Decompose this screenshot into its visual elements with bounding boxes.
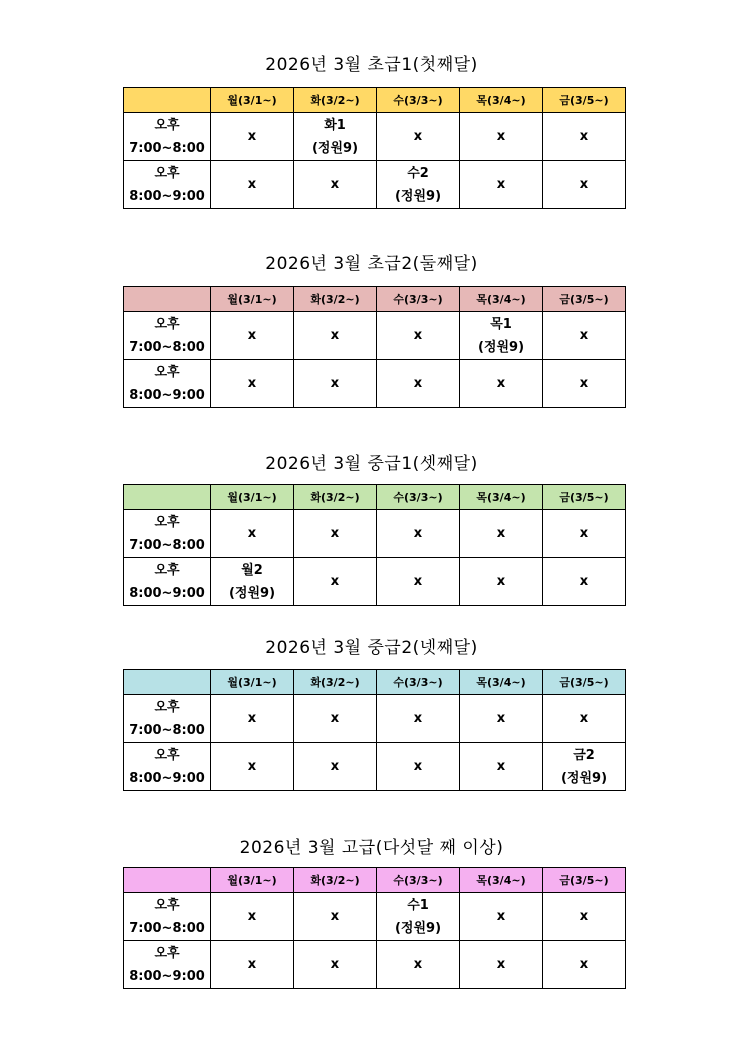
time-range: 7:00~8:00 — [129, 339, 205, 355]
time-row — [124, 113, 626, 161]
unavailable-mark: x — [247, 909, 257, 924]
time-row — [124, 312, 626, 360]
time-row — [124, 161, 626, 209]
unavailable-mark: x — [413, 759, 423, 774]
day-header: 수(3/3~) — [377, 88, 460, 113]
unavailable-mark: x — [330, 328, 340, 343]
corner-cell — [124, 485, 211, 510]
time-period: 오후 — [154, 514, 180, 530]
unavailable-mark: x — [413, 376, 423, 391]
class-cell — [377, 893, 460, 941]
header-row — [124, 485, 626, 510]
time-row — [124, 893, 626, 941]
class-cell — [460, 558, 543, 606]
day-header: 금(3/5~) — [543, 88, 626, 113]
class-cell — [460, 743, 543, 791]
section-title: 2026년 3월 고급(다섯달 째 이상) — [239, 838, 504, 858]
time-row — [124, 510, 626, 558]
unavailable-mark: x — [579, 526, 589, 541]
day-header: 화(3/2~) — [294, 485, 377, 510]
class-capacity: (정원9) — [477, 339, 525, 355]
time-period: 오후 — [154, 897, 180, 913]
time-range: 7:00~8:00 — [129, 920, 205, 936]
time-range: 7:00~8:00 — [129, 722, 205, 738]
time-range: 8:00~9:00 — [129, 968, 205, 984]
class-name: 화1 — [324, 117, 346, 133]
schedule-table — [123, 286, 626, 408]
day-header: 화(3/2~) — [294, 868, 377, 893]
class-cell — [460, 360, 543, 408]
header-row — [124, 287, 626, 312]
class-cell — [460, 941, 543, 989]
class-cell — [294, 312, 377, 360]
unavailable-mark: x — [247, 177, 257, 192]
unavailable-mark: x — [579, 177, 589, 192]
class-capacity: (정원9) — [228, 585, 276, 601]
day-header: 목(3/4~) — [460, 485, 543, 510]
time-slot-cell — [124, 161, 211, 209]
day-header: 수(3/3~) — [377, 670, 460, 695]
time-period: 오후 — [154, 945, 180, 961]
class-cell — [377, 510, 460, 558]
class-cell — [460, 312, 543, 360]
unavailable-mark: x — [413, 328, 423, 343]
time-range: 8:00~9:00 — [129, 770, 205, 786]
time-period: 오후 — [154, 117, 180, 133]
class-name: 목1 — [490, 316, 512, 332]
unavailable-mark: x — [496, 909, 506, 924]
class-cell — [294, 695, 377, 743]
class-cell — [294, 161, 377, 209]
class-cell — [211, 510, 294, 558]
time-slot-cell — [124, 743, 211, 791]
class-name: 수2 — [407, 165, 429, 181]
day-header: 월(3/1~) — [211, 868, 294, 893]
time-period: 오후 — [154, 562, 180, 578]
unavailable-mark: x — [330, 909, 340, 924]
class-capacity: (정원9) — [394, 188, 442, 204]
corner-cell — [124, 88, 211, 113]
unavailable-mark: x — [496, 376, 506, 391]
unavailable-mark: x — [496, 129, 506, 144]
day-header: 수(3/3~) — [377, 868, 460, 893]
class-cell — [543, 312, 626, 360]
unavailable-mark: x — [247, 376, 257, 391]
time-row — [124, 695, 626, 743]
day-header: 목(3/4~) — [460, 88, 543, 113]
unavailable-mark: x — [579, 909, 589, 924]
unavailable-mark: x — [413, 129, 423, 144]
class-cell — [377, 161, 460, 209]
unavailable-mark: x — [247, 328, 257, 343]
day-header: 월(3/1~) — [211, 485, 294, 510]
unavailable-mark: x — [496, 574, 506, 589]
time-row — [124, 558, 626, 606]
unavailable-mark: x — [330, 759, 340, 774]
class-cell — [211, 695, 294, 743]
class-cell — [211, 893, 294, 941]
class-cell — [211, 161, 294, 209]
schedule-table — [123, 867, 626, 989]
time-period: 오후 — [154, 165, 180, 181]
unavailable-mark: x — [413, 574, 423, 589]
time-row — [124, 941, 626, 989]
class-cell — [211, 558, 294, 606]
class-cell — [543, 695, 626, 743]
class-capacity: (정원9) — [394, 920, 442, 936]
time-range: 7:00~8:00 — [129, 537, 205, 553]
unavailable-mark: x — [579, 957, 589, 972]
time-range: 8:00~9:00 — [129, 585, 205, 601]
class-cell — [211, 941, 294, 989]
class-cell — [543, 893, 626, 941]
class-cell — [543, 113, 626, 161]
class-cell — [543, 161, 626, 209]
unavailable-mark: x — [496, 526, 506, 541]
class-name: 월2 — [241, 562, 263, 578]
time-period: 오후 — [154, 316, 180, 332]
time-row — [124, 360, 626, 408]
day-header: 화(3/2~) — [294, 670, 377, 695]
day-header: 목(3/4~) — [460, 287, 543, 312]
class-cell — [211, 113, 294, 161]
day-header: 금(3/5~) — [543, 868, 626, 893]
unavailable-mark: x — [330, 574, 340, 589]
day-header: 월(3/1~) — [211, 670, 294, 695]
day-header: 금(3/5~) — [543, 485, 626, 510]
corner-cell — [124, 670, 211, 695]
class-cell — [211, 312, 294, 360]
class-capacity: (정원9) — [560, 770, 608, 786]
unavailable-mark: x — [247, 759, 257, 774]
unavailable-mark: x — [330, 957, 340, 972]
section-title: 2026년 3월 초급1(첫째달) — [265, 55, 478, 75]
class-capacity: (정원9) — [311, 140, 359, 156]
header-row — [124, 670, 626, 695]
unavailable-mark: x — [579, 376, 589, 391]
day-header: 화(3/2~) — [294, 287, 377, 312]
unavailable-mark: x — [413, 526, 423, 541]
class-cell — [543, 941, 626, 989]
class-cell — [294, 743, 377, 791]
class-name: 수1 — [407, 897, 429, 913]
unavailable-mark: x — [247, 526, 257, 541]
unavailable-mark: x — [496, 711, 506, 726]
class-cell — [377, 695, 460, 743]
unavailable-mark: x — [330, 711, 340, 726]
corner-cell — [124, 868, 211, 893]
unavailable-mark: x — [496, 759, 506, 774]
class-cell — [294, 941, 377, 989]
unavailable-mark: x — [247, 129, 257, 144]
class-cell — [460, 161, 543, 209]
unavailable-mark: x — [247, 711, 257, 726]
class-cell — [543, 360, 626, 408]
time-range: 8:00~9:00 — [129, 387, 205, 403]
class-cell — [294, 558, 377, 606]
day-header: 목(3/4~) — [460, 868, 543, 893]
time-range: 8:00~9:00 — [129, 188, 205, 204]
day-header: 목(3/4~) — [460, 670, 543, 695]
unavailable-mark: x — [579, 129, 589, 144]
class-cell — [543, 510, 626, 558]
unavailable-mark: x — [330, 526, 340, 541]
day-header: 수(3/3~) — [377, 485, 460, 510]
section-title: 2026년 3월 중급1(셋째달) — [265, 454, 478, 474]
class-cell — [294, 360, 377, 408]
corner-cell — [124, 287, 211, 312]
class-cell — [377, 941, 460, 989]
time-slot-cell — [124, 360, 211, 408]
unavailable-mark: x — [247, 957, 257, 972]
time-period: 오후 — [154, 747, 180, 763]
class-cell — [543, 743, 626, 791]
class-cell — [377, 113, 460, 161]
class-cell — [543, 558, 626, 606]
unavailable-mark: x — [496, 177, 506, 192]
time-slot-cell — [124, 510, 211, 558]
class-cell — [460, 113, 543, 161]
unavailable-mark: x — [330, 177, 340, 192]
unavailable-mark: x — [496, 957, 506, 972]
class-cell — [460, 510, 543, 558]
unavailable-mark: x — [579, 328, 589, 343]
class-cell — [211, 360, 294, 408]
schedule-table — [123, 484, 626, 606]
day-header: 금(3/5~) — [543, 287, 626, 312]
class-cell — [377, 743, 460, 791]
class-cell — [294, 893, 377, 941]
time-slot-cell — [124, 941, 211, 989]
class-cell — [211, 743, 294, 791]
day-header: 수(3/3~) — [377, 287, 460, 312]
section-title: 2026년 3월 초급2(둘째달) — [265, 254, 478, 274]
unavailable-mark: x — [413, 711, 423, 726]
header-row — [124, 88, 626, 113]
time-slot-cell — [124, 558, 211, 606]
class-cell — [377, 558, 460, 606]
class-name: 금2 — [573, 747, 595, 763]
time-period: 오후 — [154, 699, 180, 715]
time-slot-cell — [124, 695, 211, 743]
schedule-table — [123, 87, 626, 209]
day-header: 금(3/5~) — [543, 670, 626, 695]
class-cell — [377, 360, 460, 408]
unavailable-mark: x — [330, 376, 340, 391]
class-cell — [460, 893, 543, 941]
day-header: 월(3/1~) — [211, 287, 294, 312]
time-slot-cell — [124, 113, 211, 161]
unavailable-mark: x — [579, 574, 589, 589]
header-row — [124, 868, 626, 893]
schedule-table — [123, 669, 626, 791]
class-cell — [294, 113, 377, 161]
class-cell — [460, 695, 543, 743]
unavailable-mark: x — [579, 711, 589, 726]
unavailable-mark: x — [413, 957, 423, 972]
day-header: 월(3/1~) — [211, 88, 294, 113]
time-range: 7:00~8:00 — [129, 140, 205, 156]
section-title: 2026년 3월 중급2(넷째달) — [265, 638, 478, 658]
day-header: 화(3/2~) — [294, 88, 377, 113]
time-slot-cell — [124, 893, 211, 941]
time-row — [124, 743, 626, 791]
time-slot-cell — [124, 312, 211, 360]
time-period: 오후 — [154, 364, 180, 380]
class-cell — [377, 312, 460, 360]
class-cell — [294, 510, 377, 558]
